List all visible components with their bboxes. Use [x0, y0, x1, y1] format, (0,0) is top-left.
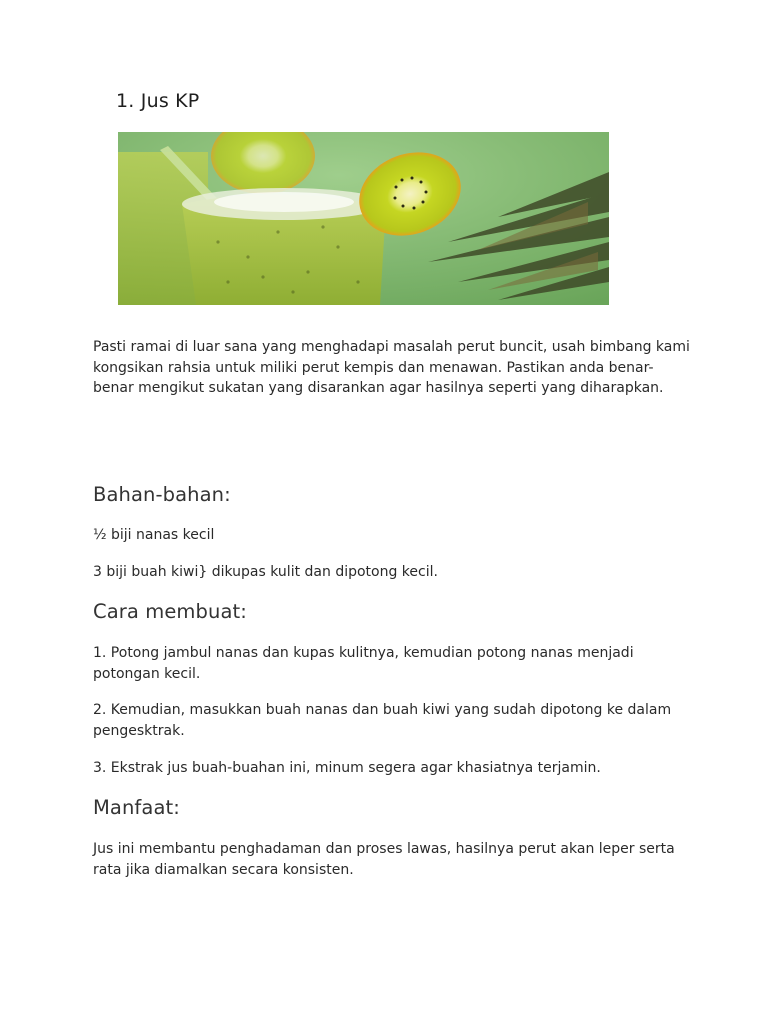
recipe-title: 1. Jus KP	[116, 90, 200, 112]
ingredients-heading: Bahan-bahan:	[93, 483, 231, 506]
ingredient-item: 3 biji buah kiwi} dikupas kulit dan dipotong kecil.	[93, 564, 438, 580]
intro-paragraph: Pasti ramai di luar sana yang menghadapi masalah perut buncit, usah bimbang kami kongsikan rahsia untuk miliki perut kempis dan menawan. Pastikan anda benar-benar mengikut sukatan yang disarankan agar hasilnya seperti yang diharapkan.	[93, 339, 690, 396]
method-step: 3. Ekstrak jus buah-buahan ini, minum segera agar khasiatnya terjamin.	[93, 760, 601, 776]
method-step: 2. Kemudian, masukkan buah nanas dan buah kiwi yang sudah dipotong ke dalam pengesktrak.	[93, 702, 672, 739]
benefits-paragraph: Jus ini membantu penghadaman dan proses lawas, hasilnya perut akan leper serta rata jika diamalkan secara konsisten.	[93, 841, 675, 878]
method-heading: Cara membuat:	[93, 600, 247, 623]
benefits-heading: Manfaat:	[93, 796, 180, 819]
kiwi-juice-pineapple-photo	[118, 132, 609, 305]
method-step: 1. Potong jambul nanas dan kupas kulitnya, kemudian potong nanas menjadi potongan kecil.	[93, 645, 634, 682]
ingredient-item: ½ biji nanas kecil	[93, 527, 215, 543]
